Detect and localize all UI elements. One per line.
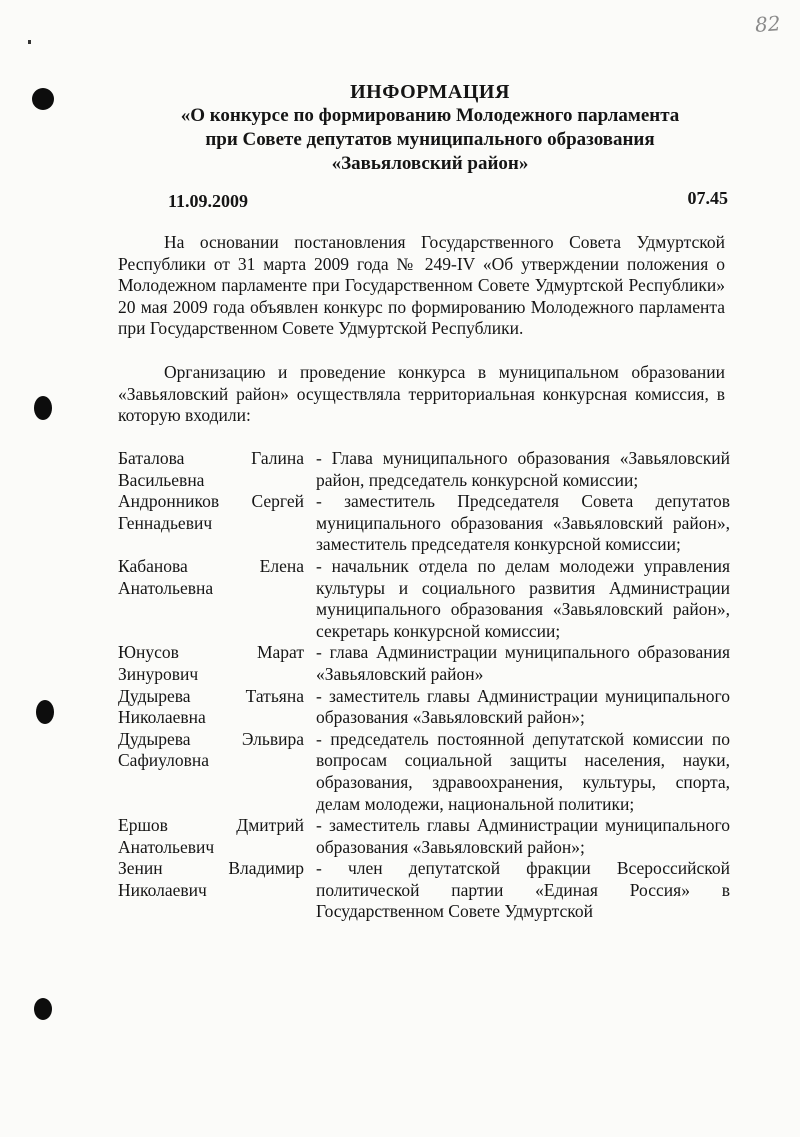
member-first-name: Сергей xyxy=(251,491,304,512)
member-row xyxy=(118,686,730,729)
subtitle-line-2: при Совете депутатов муниципального образования xyxy=(205,129,655,150)
member-role: - заместитель главы Администрации муниципального образования «Завьяловский район»; xyxy=(316,815,730,857)
member-row xyxy=(118,556,730,642)
member-surname: Дудырева xyxy=(118,685,191,706)
member-first-name: Дмитрий xyxy=(236,815,304,836)
member-patronymic: Зинурович xyxy=(118,663,199,684)
member-name xyxy=(118,729,304,815)
member-row xyxy=(118,858,730,923)
member-row xyxy=(118,729,730,815)
member-role: - глава Администрации муниципального образования «Завьяловский район» xyxy=(316,642,730,684)
member-patronymic: Геннадьевич xyxy=(118,512,213,533)
member-surname: Ершов xyxy=(118,815,168,836)
member-row xyxy=(118,815,730,858)
punch-hole xyxy=(34,396,52,420)
punch-hole xyxy=(32,88,54,110)
member-surname: Кабанова xyxy=(118,555,188,576)
member-surname: Баталова xyxy=(118,448,185,468)
member-name xyxy=(118,556,304,642)
member-name xyxy=(118,686,304,729)
member-patronymic: Васильевна xyxy=(118,469,205,490)
member-role: - председатель постоянной депутатской комиссии по вопросам социальной защиты населения, науки, образования, здравоохранения, культуры, спорта, делам молодежи, национальной политики; xyxy=(316,728,730,814)
member-first-name: Марат xyxy=(256,642,304,663)
member-name xyxy=(118,815,304,858)
document-date: 11.09.2009 xyxy=(168,191,249,211)
punch-hole xyxy=(34,998,52,1020)
member-first-name: Эльвира xyxy=(241,728,304,749)
document-title: ИНФОРМАЦИЯ xyxy=(350,81,510,103)
member-surname: Андронников xyxy=(118,491,220,512)
member-name xyxy=(118,448,304,491)
member-role: - Глава муниципального образования «Завьяловский район, председатель конкурсной комиссии; xyxy=(316,448,730,490)
punch-hole xyxy=(36,700,54,724)
document-header xyxy=(150,80,710,176)
member-row xyxy=(118,491,730,556)
member-name xyxy=(118,858,304,923)
member-surname: Дудырева xyxy=(118,728,191,749)
member-patronymic: Николаевна xyxy=(118,707,206,728)
member-first-name: Галина xyxy=(251,448,304,468)
member-patronymic: Анатольевна xyxy=(118,577,214,598)
paragraph-2: Организацию и проведение конкурса в муниципальном образовании «Завьяловский район» осуществляла территориальная конкурсная комиссия, в которую входили: xyxy=(118,362,725,426)
member-first-name: Татьяна xyxy=(245,685,304,706)
member-surname: Юнусов xyxy=(118,642,179,663)
member-first-name: Елена xyxy=(259,555,304,576)
member-row xyxy=(118,642,730,685)
member-role: - член депутатской фракции Всероссийской политической партии «Единая Россия» в Государственном Совете Удмуртской xyxy=(316,858,730,922)
member-name xyxy=(118,642,304,685)
member-name xyxy=(118,491,304,556)
page-number-handwritten: 82 xyxy=(753,11,781,37)
member-patronymic: Анатольевич xyxy=(118,836,215,857)
member-first-name: Владимир xyxy=(228,858,304,879)
scan-mark xyxy=(28,40,31,44)
member-row xyxy=(118,448,730,491)
subtitle-line-3: «Завьяловский район» xyxy=(331,153,529,174)
member-patronymic: Сафиуловна xyxy=(118,750,210,771)
subtitle-line-1: «О конкурсе по формированию Молодежного парламента xyxy=(180,105,680,126)
commission-members-list xyxy=(118,448,730,923)
member-patronymic: Николаевич xyxy=(118,879,207,900)
member-role: - заместитель Председателя Совета депутатов муниципального образования «Завьяловский район», заместитель председателя конкурсной комиссии; xyxy=(316,491,730,555)
member-role: - заместитель главы Администрации муниципального образования «Завьяловский район»; xyxy=(316,685,730,728)
member-role: - начальник отдела по делам молодежи управления культуры и социального развития Администрации муниципального образования «Завьяловский район», секретарь конкурсной комиссии; xyxy=(316,555,730,641)
member-surname: Зенин xyxy=(118,858,163,879)
document-time: 07.45 xyxy=(687,188,728,208)
paragraph-1: На основании постановления Государственного Совета Удмуртской Республики от 31 марта 2009 года № 249-IV «Об утверждении положения о Молодежном парламенте при Государственном Совете Удмуртской Республики» 20 мая 2009 года объявлен конкурс по формированию Молодежного парламента при Государственном Совете Удмуртской Республики. xyxy=(118,232,725,339)
